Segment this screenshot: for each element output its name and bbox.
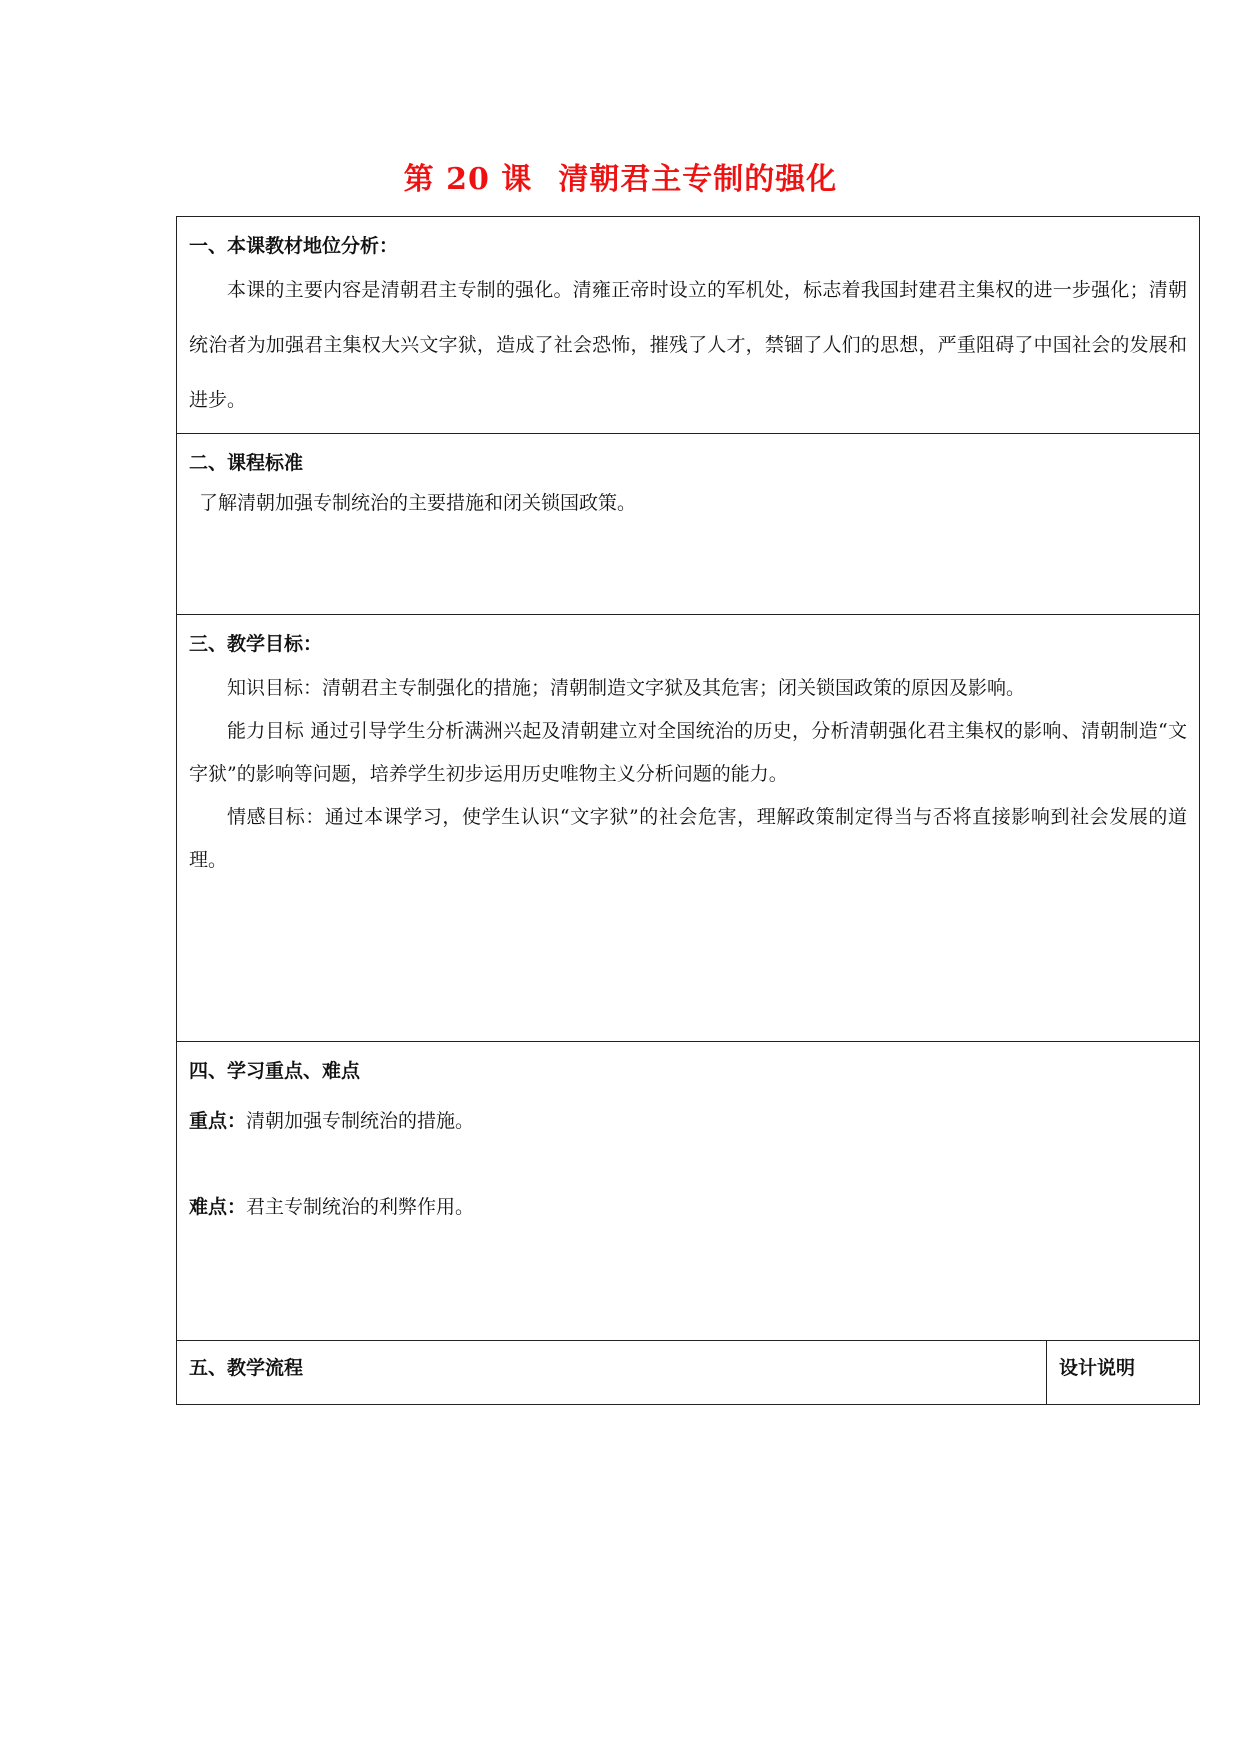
knowledge-objective: 知识目标：清朝君主专制强化的措施；清朝制造文字狱及其危害；闭关锁国政策的原因及影响。	[227, 677, 1026, 699]
standard-text: 了解清朝加强专制统治的主要措施和闭关锁国政策。	[199, 492, 637, 514]
section-heading: 五、教学流程	[189, 1357, 304, 1379]
difficult-point-text: 君主专制统治的利弊作用。	[246, 1196, 475, 1218]
section-material-analysis	[177, 217, 1199, 434]
emotion-objective: 情感目标：通过本课学习，使学生认识“文字狱”的社会危害，理解政策制定得当与否将直接影响到社会发展的道理。	[189, 806, 1187, 871]
section-heading: 二、课程标准	[189, 452, 304, 474]
section-curriculum-standard	[177, 434, 1199, 615]
section-teaching-process	[177, 1341, 1199, 1404]
lesson-plan-table	[176, 216, 1200, 1405]
page-title	[0, 160, 1241, 200]
analysis-paragraph: 本课的主要内容是清朝君主专制的强化。清雍正帝时设立的军机处，标志着我国封建君主集权的进一步强化；清朝统治者为加强君主集权大兴文字狱，造成了社会恐怖，摧残了人才，禁锢了人们的思想，严重阻碍了中国社会的发展和进步。	[189, 279, 1187, 411]
section-heading: 一、本课教材地位分析：	[189, 235, 399, 257]
lesson-topic: 清朝君主专制的强化	[558, 162, 838, 197]
section-heading: 四、学习重点、难点	[189, 1060, 361, 1082]
ability-objective: 能力目标 通过引导学生分析满洲兴起及清朝建立对全国统治的历史，分析清朝强化君主集权的影响、清朝制造“文字狱”的影响等问题，培养学生初步运用历史唯物主义分析问题的能力。	[189, 720, 1187, 785]
difficult-point	[189, 1190, 1187, 1224]
section-heading: 三、教学目标：	[189, 633, 323, 655]
section-teaching-objectives	[177, 615, 1199, 1042]
key-point-label: 重点：	[189, 1110, 247, 1132]
design-note-cell	[1047, 1341, 1199, 1404]
key-point-text: 清朝加强专制统治的措施。	[246, 1110, 475, 1132]
process-cell	[177, 1341, 1047, 1404]
design-note-heading: 设计说明	[1059, 1357, 1136, 1379]
lesson-number: 第 20 课	[403, 162, 533, 197]
section-key-difficult-points	[177, 1042, 1199, 1341]
key-point	[189, 1104, 1187, 1138]
difficult-point-label: 难点：	[189, 1196, 247, 1218]
